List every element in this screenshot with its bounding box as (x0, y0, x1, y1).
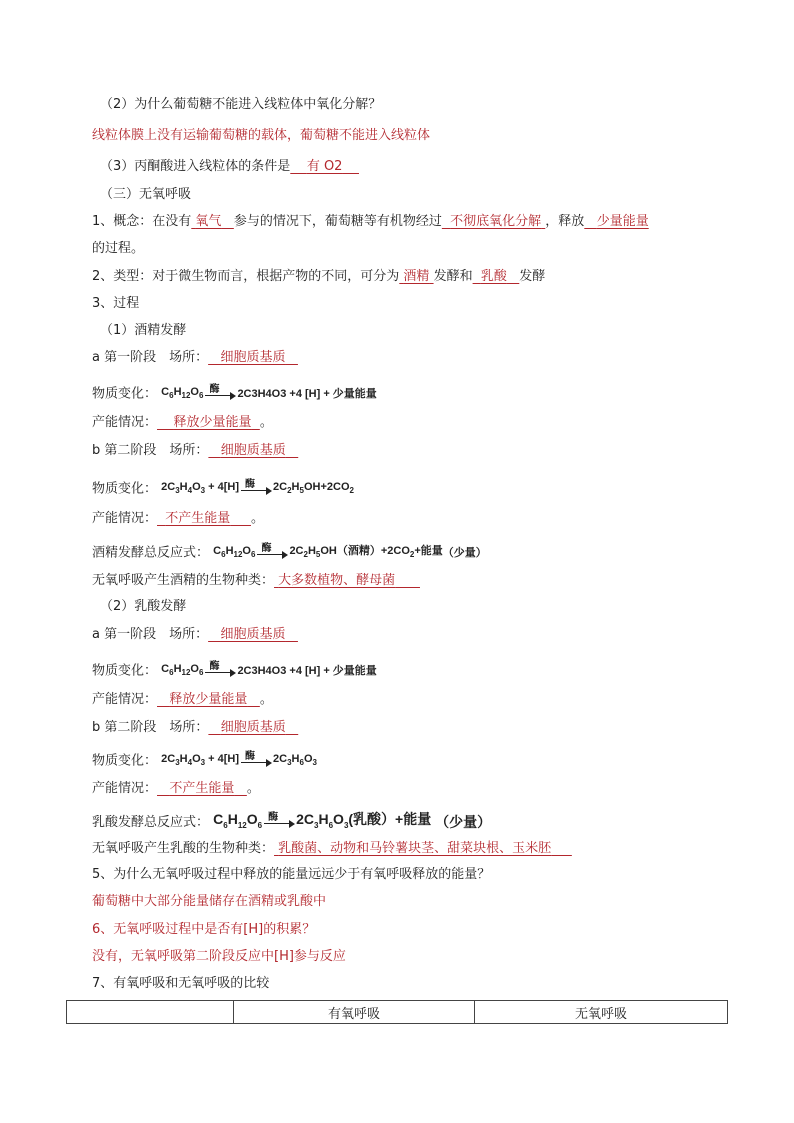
q3-prefix: （3）丙酮酸进入线粒体的条件是 (100, 159, 291, 174)
concept-answer-oxygen: 氧气 (195, 214, 222, 229)
concept-text-2: 参与的情况下，葡萄糖等有机物经过 (233, 214, 442, 229)
process-title: 3、过程 (92, 296, 140, 311)
table-header-anaerobic: 无氧呼吸 (475, 1001, 728, 1024)
lactic-stage1-energy: 产能情况： 释放少量能量 。 (92, 692, 273, 707)
alcohol-stage2-equation: 物质变化： $2C_3H_4O_3 + 4[H]$ 酶 $2C_2H_5OH+2CO_2$ (92, 479, 354, 497)
alcohol-title: （1）酒精发酵 (100, 323, 187, 338)
lactic-stage2-place: b 第二阶段 场所： 细胞质基质 (92, 720, 286, 735)
q2-question: （2）为什么葡萄糖不能进入线粒体中氧化分解？ (100, 97, 382, 112)
table-header-aerobic: 有氧呼吸 (234, 1001, 475, 1024)
lactic-title: （2）乳酸发酵 (100, 599, 187, 614)
alcohol-stage2-energy: 产能情况： 不产生能量 。 (92, 511, 264, 526)
lactic-total-equation: 乳酸发酵总反应式： $C_6H_{12}O_6$ 酶 $2C_3H_6O_3$(乳酸）+能量 （少量） (92, 811, 492, 831)
alcohol-organisms: 无氧呼吸产生酒精的生物种类： 大多数植物、酵母菌 (92, 573, 396, 588)
alcohol-stage1-energy: 产能情况： 释放少量能量 。 (92, 415, 273, 430)
table-header-cell (67, 1001, 234, 1024)
concept-answer-energy: 少量能量 (596, 214, 649, 229)
comparison-table (66, 1000, 728, 1024)
types-text-1: 2、类型：对于微生物而言，根据产物的不同，可分为 (92, 269, 400, 284)
concept-end: 的过程。 (92, 241, 145, 256)
equation: $C_6H_{12}O_6$ (161, 386, 204, 401)
types-text-2: 发酵和 (433, 269, 473, 284)
types-line (92, 268, 545, 286)
concept-line (92, 213, 649, 231)
alcohol-stage2-place: b 第二阶段 场所： 细胞质基质 (92, 443, 286, 458)
q2-answer: 线粒体膜上没有运输葡萄糖的载体，葡萄糖不能进入线粒体 (92, 128, 431, 143)
section-title-anaerobic: （三）无氧呼吸 (100, 187, 192, 202)
q6-answer: 没有，无氧呼吸第二阶段反应中[H]参与反应 (92, 949, 346, 964)
enzyme-arrow: 酶 (264, 815, 294, 829)
enzyme-arrow: 酶 (241, 754, 271, 768)
table-header-row (67, 1001, 728, 1024)
concept-text-3: ，释放 (545, 214, 585, 229)
concept-answer-oxidation: 不彻底氧化分解 (450, 214, 542, 229)
types-text-3: 发酵 (519, 269, 546, 284)
q7-title: 7、有氧呼吸和无氧呼吸的比较 (92, 976, 270, 991)
lactic-stage1-place: a 第一阶段 场所： 细胞质基质 (92, 627, 286, 642)
enzyme-arrow: 酶 (241, 482, 271, 496)
enzyme-arrow: 酶 (205, 664, 235, 678)
concept-text-1: 1、概念：在没有 (92, 214, 192, 229)
q5-question: 5、为什么无氧呼吸过程中释放的能量远远少于有氧呼吸释放的能量？ (92, 867, 491, 882)
lactic-stage2-equation: 物质变化： $2C_3H_4O_3 + 4[H]$ 酶 $2C_3H_6O_3$ (92, 751, 317, 769)
enzyme-arrow: 酶 (205, 387, 235, 401)
enzyme-arrow: 酶 (257, 546, 287, 560)
lactic-stage1-equation: 物质变化： $C_6H_{12}O_6$ 酶 2C3H4O3 +4 [H] + 少量能量 (92, 661, 377, 679)
types-answer-alcohol: 酒精 (403, 269, 430, 284)
q6-question: 6、无氧呼吸过程中是否有[H]的积累？ (92, 922, 316, 937)
q3-answer: 有 O2 (306, 159, 343, 174)
alcohol-stage1-equation: 物质变化： $C_6H_{12}O_6$ 酶 2C3H4O3 +4 [H] + 少量能量 (92, 383, 377, 405)
lactic-organisms: 无氧呼吸产生乳酸的生物种类： 乳酸菌、动物和马铃薯块茎、甜菜块根、玉米胚 (92, 841, 552, 856)
alcohol-total-equation: 酒精发酵总反应式： $C_6H_{12}O_6$ 酶 $2C_2H_5OH$（酒精）$+2CO_2+$能量（少量） (92, 543, 487, 561)
q5-answer: 葡萄糖中大部分能量储存在酒精或乳酸中 (92, 894, 327, 909)
alcohol-stage1-place: a 第一阶段 场所： 细胞质基质 (92, 350, 286, 365)
lactic-stage2-energy: 产能情况： 不产生能量 。 (92, 781, 260, 796)
q3-line (100, 158, 359, 176)
types-answer-lactic: 乳酸 (480, 269, 507, 284)
